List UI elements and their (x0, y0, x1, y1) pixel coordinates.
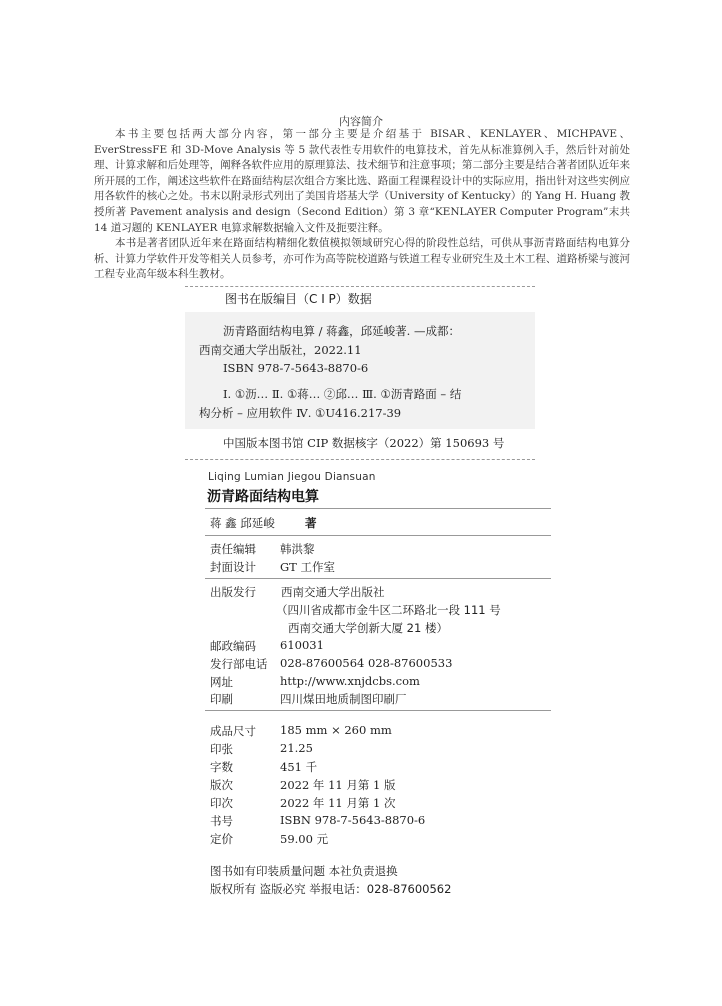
spec-label: 印张 (210, 742, 233, 756)
cip-line-5: 构分析 – 应用软件 Ⅳ. ①U416.217-39 (199, 406, 402, 420)
editor-label: 责任编辑 (210, 542, 256, 556)
publisher-label: 出版发行 (210, 585, 256, 599)
postcode-value: 610031 (280, 638, 324, 652)
book-pinyin: Liqing Lumian Jiegou Diansuan (208, 471, 376, 483)
spec-label: 印次 (210, 796, 233, 810)
cover-design-value: GT 工作室 (280, 560, 336, 574)
editor-value: 韩洪黎 (280, 542, 315, 556)
synopsis-title: 内容简介 (339, 115, 383, 128)
synopsis-paragraph-1: 本书主要包括两大部分内容，第一部分主要是介绍基于 BISAR、KENLAYER、MICHPAVE、EverStressFE 和 3D-Move Analysis 等 5 款代表性专用软件的电算技术，首先从标准算例入手，然后针对前处理、计算求解和后处理等，阐释各软件应用的原理算法、技术细节和注意事项；第二部分主要是结合著者团队近年来所开展的工作，阐述这些软件在路面结构层次组合方案比选、路面工程课程设计中的实际应用，指出针对这些实例应用各软件的核心之处。书末以附录形式列出了美国肯塔基大学（University of Kentucky）的 Yang H. Huang 教授所著 Pavement analysis and design（Second Edition）第 3 章“KENLAYER Computer Program”末共 14 道习题的 KENLAYER 电算求解数据输入文件及扼要注释。 (94, 128, 630, 234)
publisher-name: 西南交通大学出版社 (281, 585, 385, 599)
divider (205, 535, 551, 536)
spec-value: 2022 年 11 月第 1 次 (280, 796, 396, 810)
spec-value: ISBN 978-7-5643-8870-6 (280, 813, 426, 827)
phone-label: 发行部电话 (210, 657, 268, 671)
publisher-address-1: （四川省成都市金牛区二环路北一段 111 号 (276, 603, 501, 617)
copyright-note: 版权所有 盗版必究 举报电话：028-87600562 (210, 882, 452, 896)
spec-label: 书号 (210, 814, 233, 828)
cip-line-6: 中国版本图书馆 CIP 数据核字（2022）第 150693 号 (223, 436, 505, 450)
spec-value: 2022 年 11 月第 1 版 (280, 778, 396, 792)
synopsis-body (94, 127, 630, 283)
quality-note: 图书如有印装质量问题 本社负责退换 (210, 864, 398, 878)
spec-label: 定价 (210, 832, 233, 846)
divider (205, 508, 551, 509)
postcode-label: 邮政编码 (210, 639, 256, 653)
cip-top-rule (185, 286, 535, 287)
phone-value: 028-87600564 028-87600533 (280, 656, 453, 670)
cip-line-1: 沥青路面结构电算 / 蒋鑫，邱延峻著. —成都： (223, 324, 460, 338)
website-value: http://www.xnjdcbs.com (280, 674, 420, 688)
author-role: 著 (305, 516, 317, 530)
spec-value: 185 mm × 260 mm (280, 723, 392, 737)
divider (205, 710, 551, 711)
cip-line-2: 西南交通大学出版社，2022.11 (199, 343, 362, 357)
cip-heading: 图书在版编目（C I P）数据 (225, 292, 372, 306)
spec-value: 21.25 (280, 741, 313, 755)
website-label: 网址 (210, 675, 233, 689)
spec-label: 字数 (210, 760, 233, 774)
cover-design-label: 封面设计 (210, 560, 256, 574)
spec-label: 成品尺寸 (210, 724, 256, 738)
spec-label: 版次 (210, 778, 233, 792)
spec-value: 59.00 元 (280, 832, 329, 846)
cip-line-4: Ⅰ. ①沥… Ⅱ. ①蒋… ②邱… Ⅲ. ①沥青路面 – 结 (223, 387, 462, 401)
authors: 蒋 鑫 邱延峻 (210, 516, 275, 530)
cip-bottom-rule (185, 459, 535, 460)
synopsis-paragraph-2: 本书是著者团队近年来在路面结构精细化数值模拟领域研究心得的阶段性总结，可供从事沥青路面结构电算分析、计算力学软件开发等相关人员参考，亦可作为高等院校道路与铁道工程专业研究生及土木工程、道路桥梁与渡河工程专业高年级本科生教材。 (94, 237, 630, 281)
publisher-address-2: 西南交通大学创新大厦 21 楼） (288, 621, 448, 635)
spec-value: 451 千 (280, 760, 318, 774)
cip-line-3: ISBN 978-7-5643-8870-6 (223, 361, 369, 375)
printer-label: 印刷 (210, 692, 233, 706)
book-title: 沥青路面结构电算 (207, 489, 319, 505)
divider (205, 578, 551, 579)
printer-value: 四川煤田地质制图印刷厂 (280, 692, 407, 706)
